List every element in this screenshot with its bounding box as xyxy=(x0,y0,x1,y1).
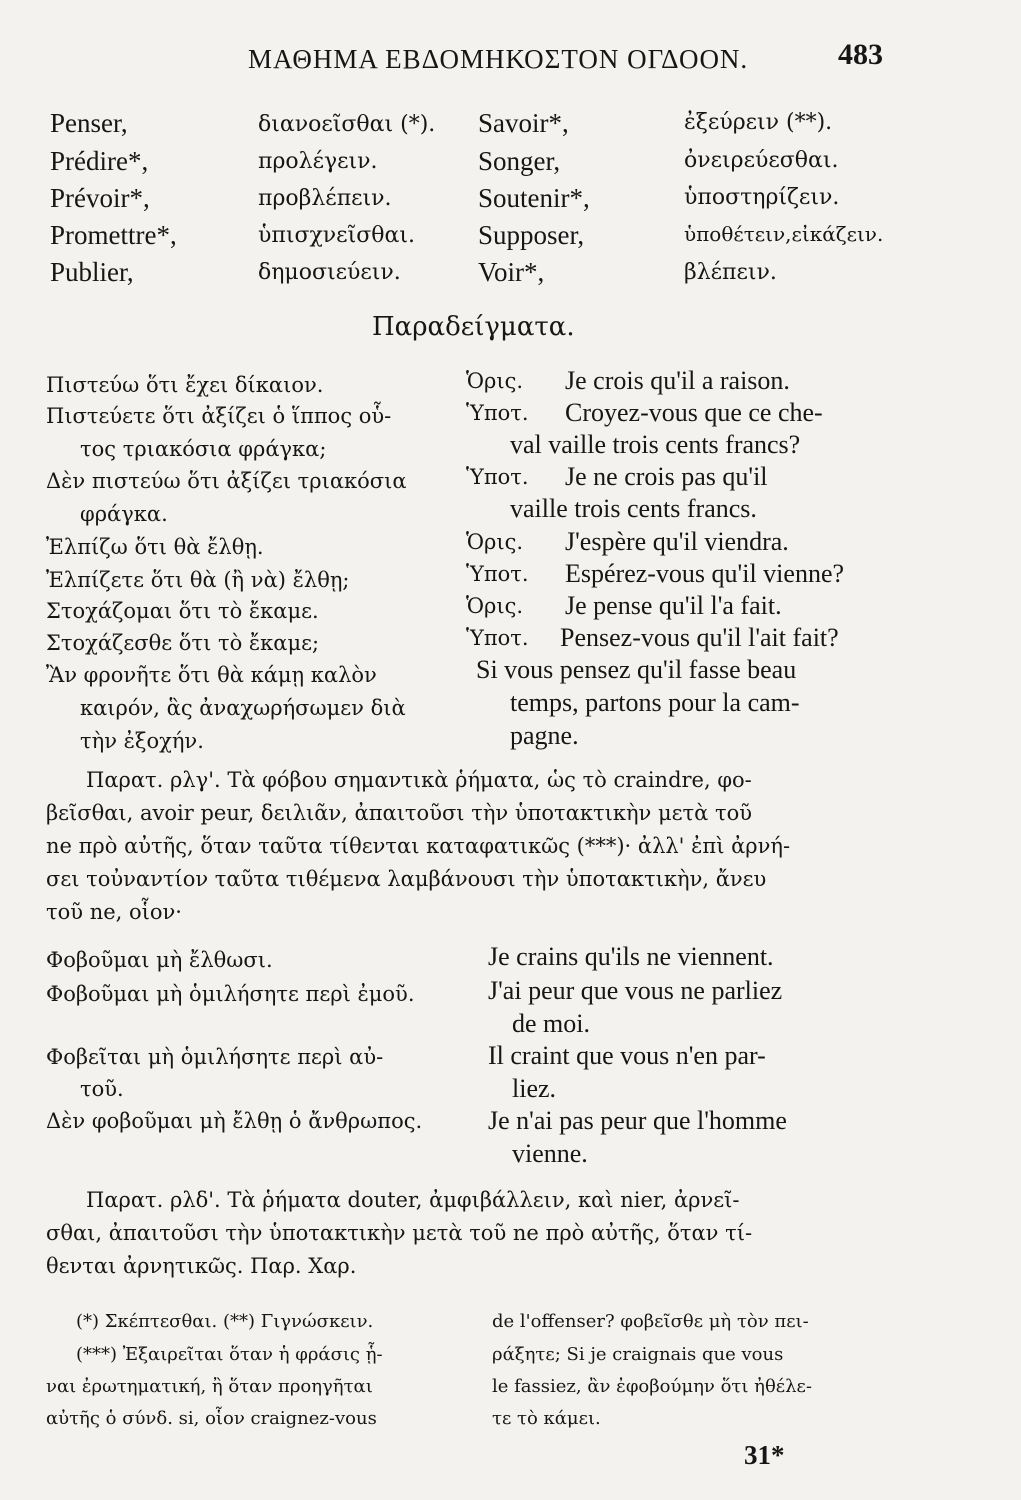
remark-line: θενται ἀρνητικῶς. Παρ. Χαρ. xyxy=(46,1254,357,1278)
example-greek-line: τὴν ἐξοχήν. xyxy=(80,729,204,753)
verb-fr: Soutenir*, xyxy=(478,183,590,213)
fear-french-line: vienne. xyxy=(512,1139,588,1168)
mood-tag: Ὑποτ. xyxy=(466,626,529,650)
fear-greek-line: Δὲν φοβοῦμαι μὴ ἔλθῃ ὁ ἄνθρωπος. xyxy=(46,1109,423,1133)
verb-fr: Songer, xyxy=(478,146,561,176)
example-greek-line: Ἐλπίζω ὅτι θὰ ἔλθῃ. xyxy=(46,535,264,559)
example-greek-line: Πιστεύετε ὅτι ἀξίζει ὁ ἵππος οὗ- xyxy=(46,404,392,428)
example-greek-line: καιρόν, ἃς ἀναχωρήσωμεν διὰ xyxy=(80,696,406,720)
verb-gr: βλέπειν. xyxy=(684,260,777,285)
footnote-line: (*) Σκέπτεσθαι. (**) Γιγνώσκειν. xyxy=(76,1311,374,1332)
signature-mark: 31* xyxy=(744,1440,785,1470)
mood-tag: Ὁρις. xyxy=(466,530,524,554)
verb-fr: Penser, xyxy=(50,108,128,138)
remark-line: σει τοὐναντίον ταῦτα τιθέμενα λαμβάνουσι τὴν ὑποτακτικὴν, ἄνευ xyxy=(46,867,767,891)
verb-gr: δημοσιεύειν. xyxy=(258,260,401,285)
example-greek-line: Στοχάζομαι ὅτι τὸ ἔκαμε. xyxy=(46,599,319,623)
verb-gr: ὑποστηρίζειν. xyxy=(684,185,840,210)
verb-fr: Supposer, xyxy=(478,220,585,250)
example-greek-line: τος τριακόσια φράγκα; xyxy=(80,437,327,461)
verb-fr: Publier, xyxy=(50,257,134,287)
footnote-line: de l'offenser? φοβεῖσθε μὴ τὸν πει- xyxy=(492,1311,809,1332)
mood-tag: Ὁρις. xyxy=(466,594,524,618)
example-french-line: Espérez-vous qu'il vienne? xyxy=(565,559,845,588)
fear-french-line: Il craint que vous n'en par- xyxy=(488,1041,766,1070)
verb-gr: ὀνειρεύεσθαι. xyxy=(684,148,839,173)
example-greek-line: Δὲν πιστεύω ὅτι ἀξίζει τριακόσια xyxy=(46,469,407,493)
verb-fr: Savoir*, xyxy=(478,108,569,138)
footnote-line: (***) Ἐξαιρεῖται ὅταν ἡ φράσις ᾗ- xyxy=(76,1344,383,1365)
verb-gr: προβλέπειν. xyxy=(258,186,392,211)
fear-french-line: de moi. xyxy=(512,1009,590,1038)
example-greek-line: φράγκα. xyxy=(80,502,168,526)
remark-line: Παρατ. ρλδ'. Τὰ ῥήματα douter, ἀμφιβάλλειν, καὶ nier, ἀρνεῖ- xyxy=(86,1188,740,1212)
footnote-line: ναι ἐρωτηματική, ἢ ὅταν προηγῆται xyxy=(46,1376,373,1397)
example-greek-line: Στοχάζεσθε ὅτι τὸ ἔκαμε; xyxy=(46,631,320,655)
remark-line: σθαι, ἀπαιτοῦσι τὴν ὑποτακτικὴν μετὰ τοῦ ne πρὸ αὐτῆς, ὅταν τί- xyxy=(46,1221,753,1245)
examples-heading: Παραδείγματα. xyxy=(372,312,575,342)
verb-fr: Prédire*, xyxy=(50,146,149,176)
footnote-line: αὐτῆς ὁ σύνδ. si, οἷον craignez-vous xyxy=(46,1408,377,1429)
fear-greek-line: Φοβοῦμαι μὴ ἔλθωσι. xyxy=(46,948,273,972)
example-french-line: temps, partons pour la cam- xyxy=(510,688,800,717)
remark-line: ne πρὸ αὐτῆς, ὅταν ταῦτα τίθενται καταφατικῶς (***)· ἀλλ' ἐπὶ ἀρνή- xyxy=(46,834,791,858)
verb-gr: ὑπισχνεῖσθαι. xyxy=(258,223,415,248)
fear-greek-line: τοῦ. xyxy=(80,1077,124,1101)
verb-fr: Promettre*, xyxy=(50,220,177,250)
fear-greek-line: Φοβεῖται μὴ ὁμιλήσητε περὶ αὐ- xyxy=(46,1045,384,1069)
fear-french-line: J'ai peur que vous ne parliez xyxy=(488,976,783,1005)
example-french-line: J'espère qu'il viendra. xyxy=(565,527,789,556)
fear-greek-line: Φοβοῦμαι μὴ ὁμιλήσητε περὶ ἐμοῦ. xyxy=(46,982,415,1006)
example-greek-line: Ἐλπίζετε ὅτι θὰ (ἢ νὰ) ἔλθῃ; xyxy=(46,568,350,592)
example-french-line: Je crois qu'il a raison. xyxy=(565,366,790,395)
example-french-line: Croyez-vous que ce che- xyxy=(565,398,823,427)
remark-line: τοῦ ne, οἷον· xyxy=(46,900,182,924)
verb-gr: προλέγειν. xyxy=(258,149,378,174)
footnote-line: τε τὸ κάμει. xyxy=(492,1408,601,1429)
example-greek-line: Πιστεύω ὅτι ἔχει δίκαιον. xyxy=(46,373,324,397)
verb-gr: ὑποθέτειν,εἰκάζειν. xyxy=(684,222,884,246)
example-french-line: Pensez-vous qu'il l'ait fait? xyxy=(560,623,839,652)
example-french-line: Je ne crois pas qu'il xyxy=(565,462,768,491)
example-french-line: Je pense qu'il l'a fait. xyxy=(565,591,782,620)
running-head: ΜΑΘΗΜΑ ΕΒΔΟΜΗΚΟΣΤΟΝ ΟΓΔΟΟΝ. xyxy=(248,44,749,74)
verb-fr: Prévoir*, xyxy=(50,183,150,213)
example-french-line: vaille trois cents francs. xyxy=(510,494,757,523)
verb-gr: ἐξεύρειν (**). xyxy=(684,110,833,135)
page-number: 483 xyxy=(838,38,883,71)
footnote-line: le fassiez, ἂν ἐφοβούμην ὅτι ἠθέλε- xyxy=(492,1376,812,1397)
example-french-line: val vaille trois cents francs? xyxy=(510,430,801,459)
footnote-line: ράξητε; Si je craignais que vous xyxy=(492,1344,784,1365)
remark-line: βεῖσθαι, avoir peur, δειλιᾶν, ἀπαιτοῦσι τὴν ὑποτακτικὴν μετὰ τοῦ xyxy=(46,801,753,825)
example-french-line: Si vous pensez qu'il fasse beau xyxy=(476,655,797,684)
mood-tag: Ὑποτ. xyxy=(466,562,529,586)
fear-french-line: liez. xyxy=(512,1074,557,1103)
remark-line: Παρατ. ρλγ'. Τὰ φόβου σημαντικὰ ῥήματα, ὡς τὸ craindre, φο- xyxy=(86,768,752,792)
verb-fr: Voir*, xyxy=(478,257,545,287)
example-greek-line: Ἂν φρονῆτε ὅτι θὰ κάμῃ καλὸν xyxy=(46,663,377,687)
mood-tag: Ὁρις. xyxy=(466,369,524,393)
fear-french-line: Je n'ai pas peur que l'homme xyxy=(488,1106,787,1135)
mood-tag: Ὑποτ. xyxy=(466,401,529,425)
mood-tag: Ὑποτ. xyxy=(466,465,529,489)
fear-french-line: Je crains qu'ils ne viennent. xyxy=(488,942,774,971)
example-french-line: pagne. xyxy=(510,721,579,750)
verb-gr: διανοεῖσθαι (*). xyxy=(258,112,436,137)
